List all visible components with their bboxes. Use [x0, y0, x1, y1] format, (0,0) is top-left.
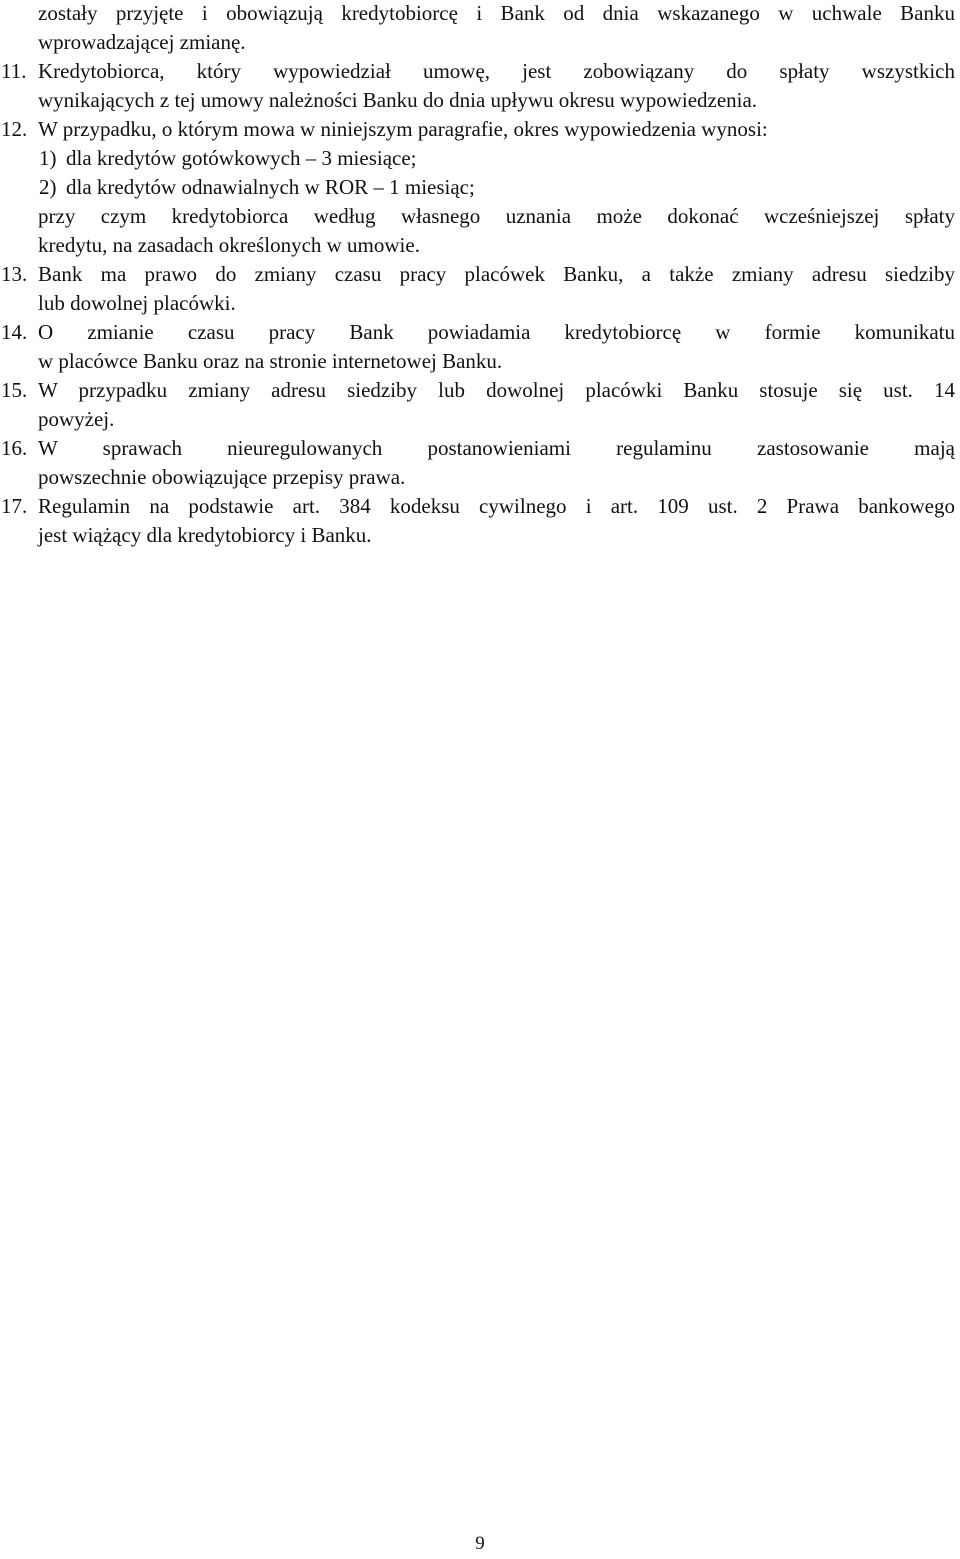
- intro-line: wprowadzającej zmianę.: [38, 30, 246, 54]
- item-line: jest wiążący dla kredytobiorcy i Banku.: [38, 523, 372, 547]
- item-line: Bank ma prawo do zmiany czasu pracy placówek Banku, a także zmiany adresu siedziby: [38, 262, 955, 286]
- item-line: W sprawach nieuregulowanych postanowieniami regulaminu zastosowanie mają: [38, 436, 955, 460]
- item-line: lub dowolnej placówki.: [38, 291, 236, 315]
- intro-line: zostały przyjęte i obowiązują kredytobiorcę i Bank od dnia wskazanego w uchwale Banku: [38, 1, 955, 25]
- item-number: 14.: [1, 320, 28, 344]
- item-line: Kredytobiorca, który wypowiedział umowę, jest zobowiązany do spłaty wszystkich: [38, 59, 955, 83]
- item-number: 13.: [1, 262, 28, 286]
- subitem-number: 2): [39, 175, 57, 199]
- item-line: W przypadku zmiany adresu siedziby lub dowolnej placówki Banku stosuje się ust. 14: [38, 378, 955, 402]
- item-line: W przypadku, o którym mowa w niniejszym paragrafie, okres wypowiedzenia wynosi:: [38, 117, 768, 141]
- page-number: 9: [475, 1533, 485, 1554]
- item-line: przy czym kredytobiorca według własnego uznania może dokonać wcześniejszej spłaty: [38, 204, 955, 228]
- item-line: w placówce Banku oraz na stronie internetowej Banku.: [38, 349, 503, 373]
- item-number: 11.: [1, 59, 27, 83]
- item-line: powszechnie obowiązujące przepisy prawa.: [38, 465, 406, 489]
- item-line: O zmianie czasu pracy Bank powiadamia kredytobiorcę w formie komunikatu: [38, 320, 955, 344]
- item-number: 17.: [1, 494, 28, 518]
- item-line: kredytu, na zasadach określonych w umowie.: [38, 233, 420, 257]
- item-line: Regulamin na podstawie art. 384 kodeksu cywilnego i art. 109 ust. 2 Prawa bankowego: [38, 494, 955, 518]
- item-number: 16.: [1, 436, 28, 460]
- item-line: powyżej.: [38, 407, 115, 431]
- subitem-text: dla kredytów odnawialnych w ROR – 1 miesiąc;: [66, 175, 475, 199]
- item-line: wynikających z tej umowy należności Banku do dnia upływu okresu wypowiedzenia.: [38, 88, 758, 112]
- item-number: 15.: [1, 378, 28, 402]
- item-number: 12.: [1, 117, 28, 141]
- subitem-number: 1): [39, 146, 57, 170]
- subitem-text: dla kredytów gotówkowych – 3 miesiące;: [66, 146, 417, 170]
